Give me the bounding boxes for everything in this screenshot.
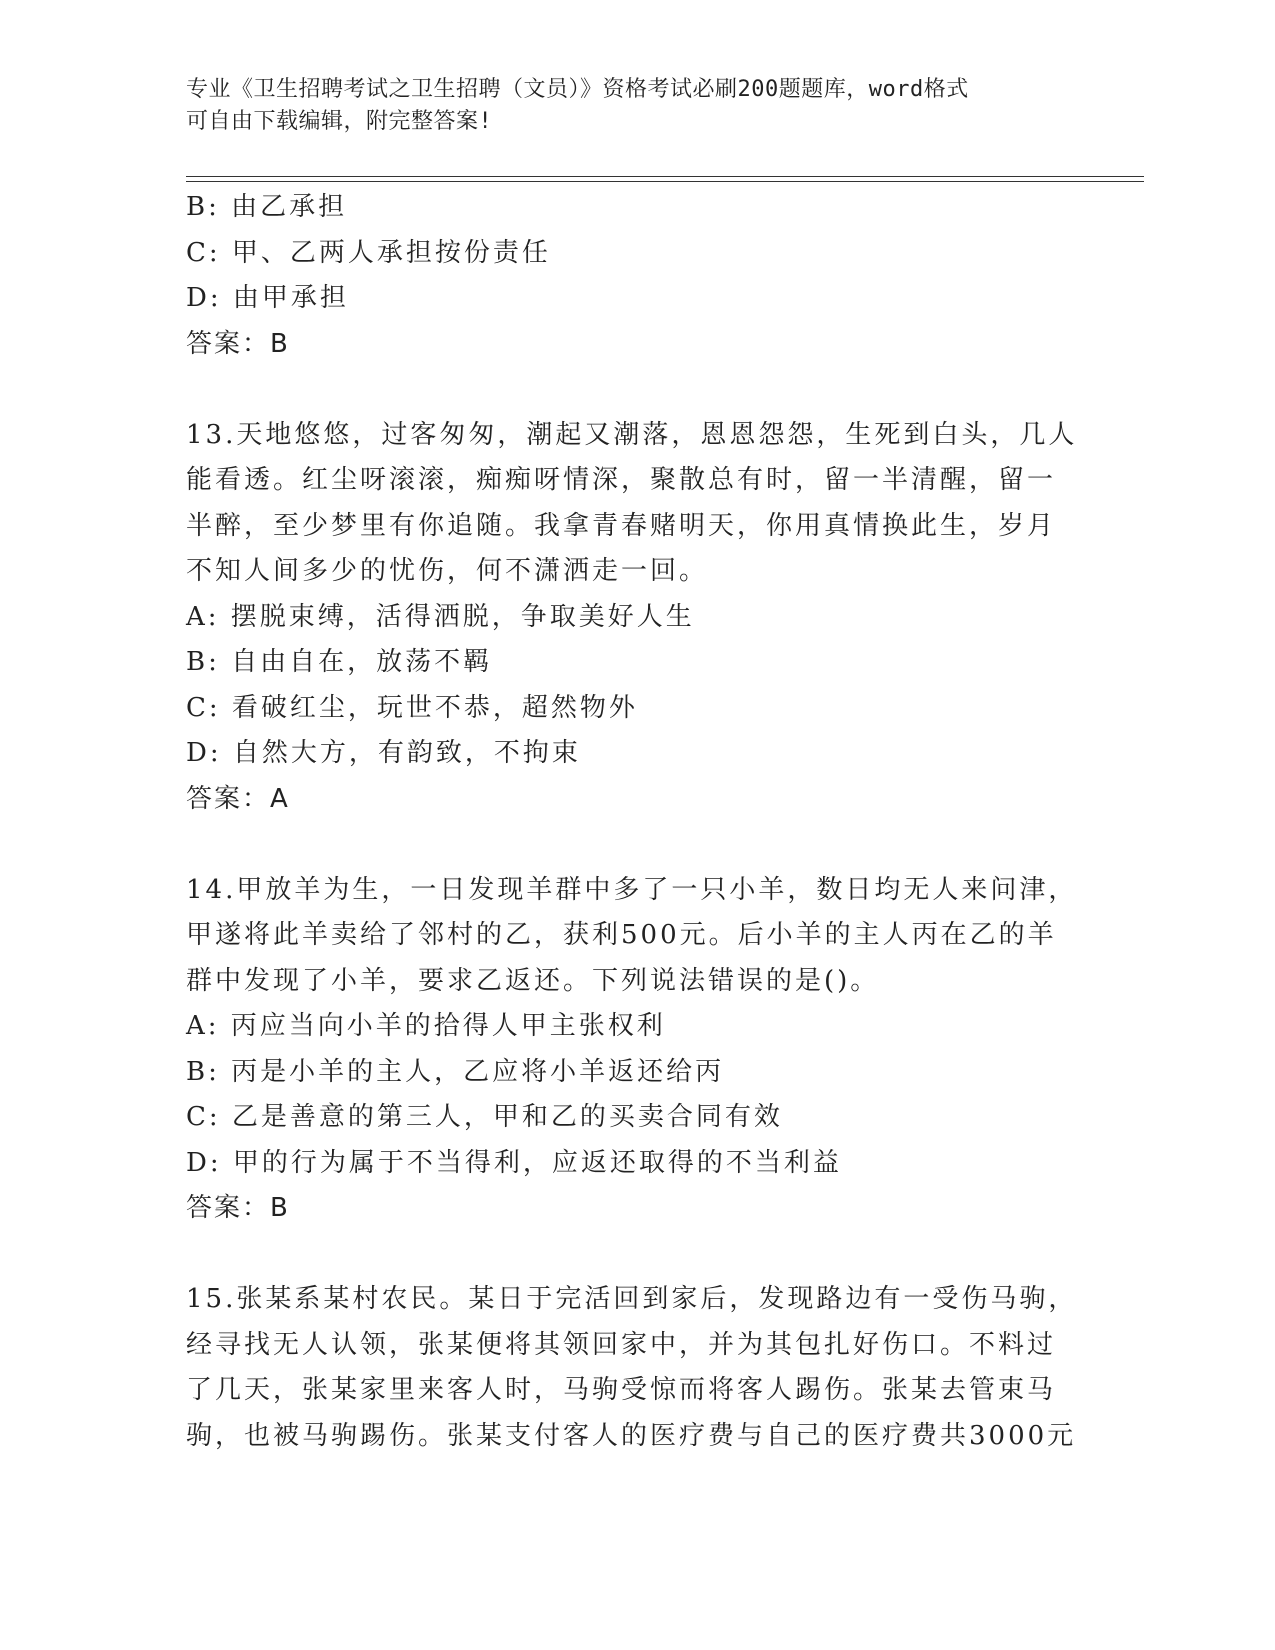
- q15-stem-line-4: 驹，也被马驹踢伤。张某支付客人的医疗费与自己的医疗费共3000元: [186, 1420, 1077, 1451]
- q12-option-b: B: 由乙承担: [186, 192, 348, 222]
- q15-stem-line-3: 了几天，张某家里来客人时，马驹受惊而将客人踢伤。张某去管束马: [186, 1375, 1057, 1405]
- q13-option-c: C: 看破红尘，玩世不恭，超然物外: [186, 692, 638, 723]
- q12-option-d: D: 由甲承担: [186, 283, 349, 313]
- q12-answer: 答案：B: [186, 328, 290, 359]
- question-13: [186, 413, 1086, 823]
- q13-stem-line-4: 不知人间多少的忧伤，何不潇洒走一回。: [186, 556, 709, 586]
- header-title-line-1: 专业《卫生招聘考试之卫生招聘（文员）》资格考试必刷200题题库，word格式: [186, 77, 969, 102]
- q14-option-d: D: 甲的行为属于不当得利，应返还取得的不当利益: [186, 1147, 842, 1178]
- q14-stem-line-1: 14.甲放羊为生，一日发现羊群中多了一只小羊，数日均无人来问津，: [186, 874, 1078, 905]
- header-divider-bottom: [186, 181, 1144, 182]
- spacer: [186, 1232, 1086, 1278]
- q15-stem-line-1: 15.张某系某村农民。某日于完活回到家后，发现路边有一受伤马驹，: [186, 1284, 1078, 1314]
- header-title-line-2: 可自由下载编辑，附完整答案!: [186, 109, 493, 134]
- q14-answer: 答案：B: [186, 1193, 290, 1223]
- q14-option-c: C: 乙是善意的第三人，甲和乙的买卖合同有效: [186, 1102, 783, 1132]
- q13-stem-line-1: 13.天地悠悠，过客匆匆，潮起又潮落，恩恩怨怨，生死到白头，几人: [186, 419, 1078, 450]
- q14-option-a: A: 丙应当向小羊的拾得人甲主张权利: [186, 1011, 666, 1041]
- q13-option-a: A: 摆脱束缚，活得洒脱，争取美好人生: [186, 601, 695, 632]
- q13-stem-line-3: 半醉，至少梦里有你追随。我拿青春赌明天，你用真情换此生，岁月: [186, 510, 1057, 541]
- q14-stem-line-2: 甲遂将此羊卖给了邻村的乙，获利500元。后小羊的主人丙在乙的羊: [186, 920, 1057, 950]
- page-header: [186, 74, 1066, 138]
- q15-stem-line-2: 经寻找无人认领，张某便将其领回家中，并为其包扎好伤口。不料过: [186, 1329, 1057, 1360]
- question-14: [186, 868, 1086, 1232]
- spacer: [186, 367, 1086, 413]
- question-content: [186, 185, 1086, 1459]
- q13-option-b: B: 自由自在，放荡不羁: [186, 647, 493, 677]
- q12-option-c: C: 甲、乙两人承担按份责任: [186, 237, 551, 268]
- q13-option-d: D: 自然大方，有韵致，不拘束: [186, 738, 581, 768]
- q14-option-b: B: 丙是小羊的主人，乙应将小羊返还给丙: [186, 1056, 725, 1087]
- q14-stem-line-3: 群中发现了小羊，要求乙返还。下列说法错误的是()。: [186, 965, 880, 996]
- header-divider-top: [186, 176, 1144, 177]
- q13-answer: 答案：A: [186, 783, 290, 814]
- spacer: [186, 822, 1086, 868]
- question-12: [186, 185, 1086, 367]
- q13-stem-line-2: 能看透。红尘呀滚滚，痴痴呀情深，聚散总有时，留一半清醒，留一: [186, 465, 1057, 495]
- question-15: [186, 1277, 1086, 1459]
